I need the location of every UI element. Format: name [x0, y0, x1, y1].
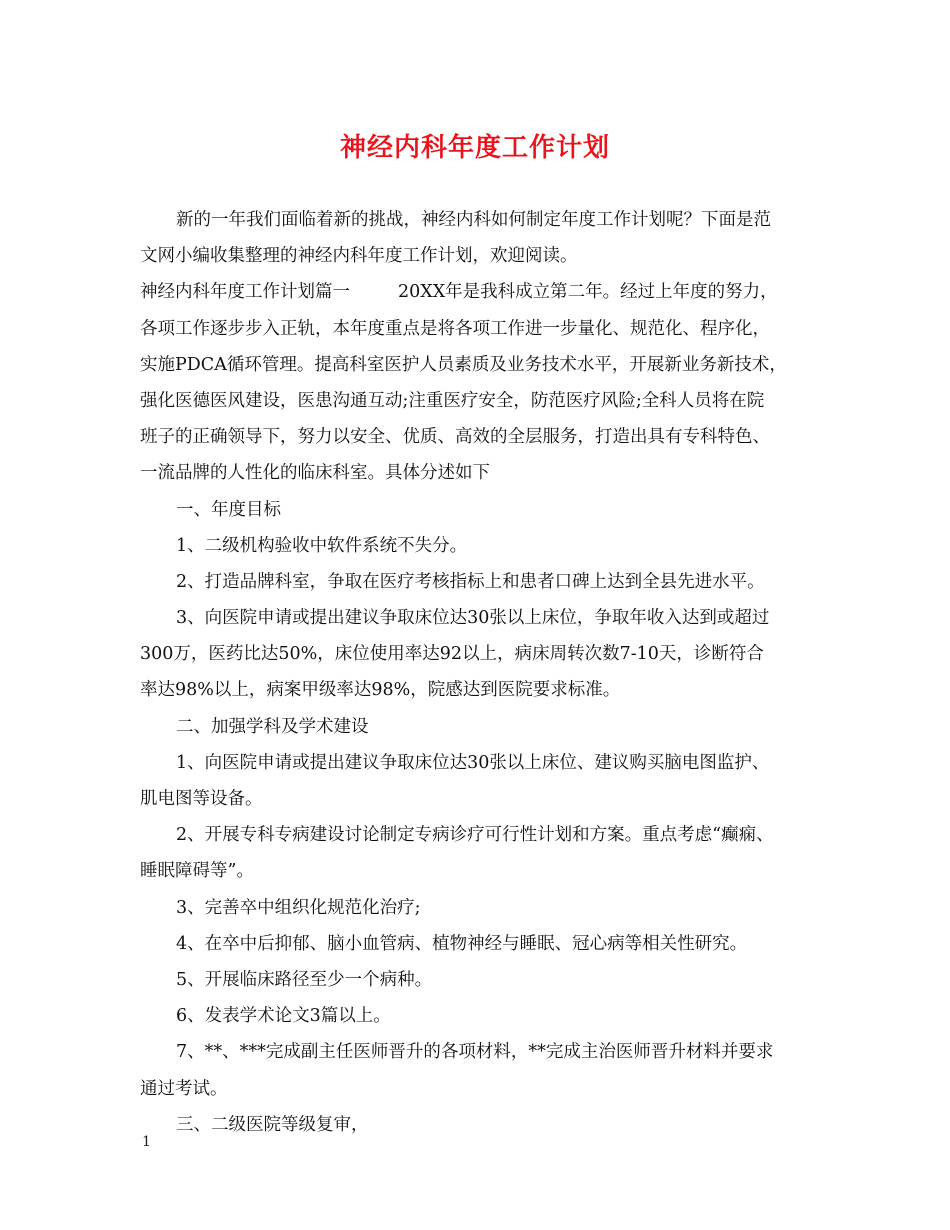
- paragraph-line: 新的一年我们面临着新的挑战，神经内科如何制定年度工作计划呢？下面是范: [176, 210, 771, 230]
- paragraph-line: 实施PDCA循环管理。提高科室医护人员素质及业务技术水平，开展新业务新技术，: [140, 354, 787, 375]
- section-heading: 神经内科年度工作计划篇一: [140, 282, 350, 303]
- list-item: 3、完善卒中组织化规范化治疗;: [176, 897, 421, 918]
- paragraph-line: 一流品牌的人性化的临床科室。具体分述如下: [140, 463, 490, 484]
- list-item: 1、向医院申请或提出建议争取床位达30张以上床位、建议购买脑电图监护、: [176, 752, 770, 773]
- list-item: 7、**、***完成副主任医师晋升的各项材料，**完成主治医师晋升材料并要求: [176, 1042, 774, 1063]
- list-item: 2、打造品牌科室，争取在医疗考核指标上和患者口碑上达到全县先进水平。: [176, 571, 765, 592]
- list-item-continuation: 肌电图等设备。: [140, 789, 263, 809]
- paragraph-line: 班子的正确领导下，努力以安全、优质、高效的全层服务，打造出具有专科特色、: [140, 427, 770, 448]
- paragraph-text: 20XX年是我科成立第二年。经过上年度的努力，: [398, 282, 778, 303]
- list-item: 3、向医院申请或提出建议争取床位达30张以上床位，争取年收入达到或超过: [176, 608, 770, 629]
- paragraph-line: 文网小编收集整理的神经内科年度工作计划，欢迎阅读。: [140, 246, 578, 267]
- document-title: 神经内科年度工作计划: [339, 133, 610, 163]
- paragraph-line: 各项工作逐步步入正轨，本年度重点是将各项工作进一步量化、规范化、程序化，: [140, 318, 770, 339]
- list-item: 1、二级机构验收中软件系统不失分。: [176, 535, 468, 556]
- heading-line: 三、二级医院等级复审，: [176, 1114, 369, 1135]
- section-heading-line: [140, 274, 830, 310]
- list-item: 4、在卒中后抑郁、脑小血管病、植物神经与睡眠、冠心病等相关性研究。: [176, 933, 748, 954]
- heading-line: 二、加强学科及学术建设: [176, 716, 369, 737]
- list-item-continuation: 睡眠障碍等”。: [140, 861, 254, 882]
- list-item-continuation: 通过考试。: [140, 1078, 228, 1099]
- list-item: 2、开展专科专病建设讨论制定专病诊疗可行性计划和方案。重点考虑“癫痫、: [176, 825, 774, 846]
- heading-line: 一、年度目标: [176, 499, 281, 520]
- list-item: 6、发表学术论文3篇以上。: [176, 1006, 391, 1027]
- list-item-continuation: 率达98%以上，病案甲级率达98%，院感达到医院要求标准。: [140, 680, 621, 701]
- list-item-continuation: 300万，医药比达50%，床位使用率达92以上，病床周转次数7-10天，诊断符合: [140, 644, 764, 665]
- page-number: 1: [142, 1134, 151, 1150]
- paragraph-line: 强化医德医风建设，医患沟通互动;注重医疗安全，防范医疗风险;全科人员将在院: [140, 390, 765, 411]
- document-body: [140, 202, 830, 1143]
- list-item: 5、开展临床路径至少一个病种。: [176, 969, 433, 990]
